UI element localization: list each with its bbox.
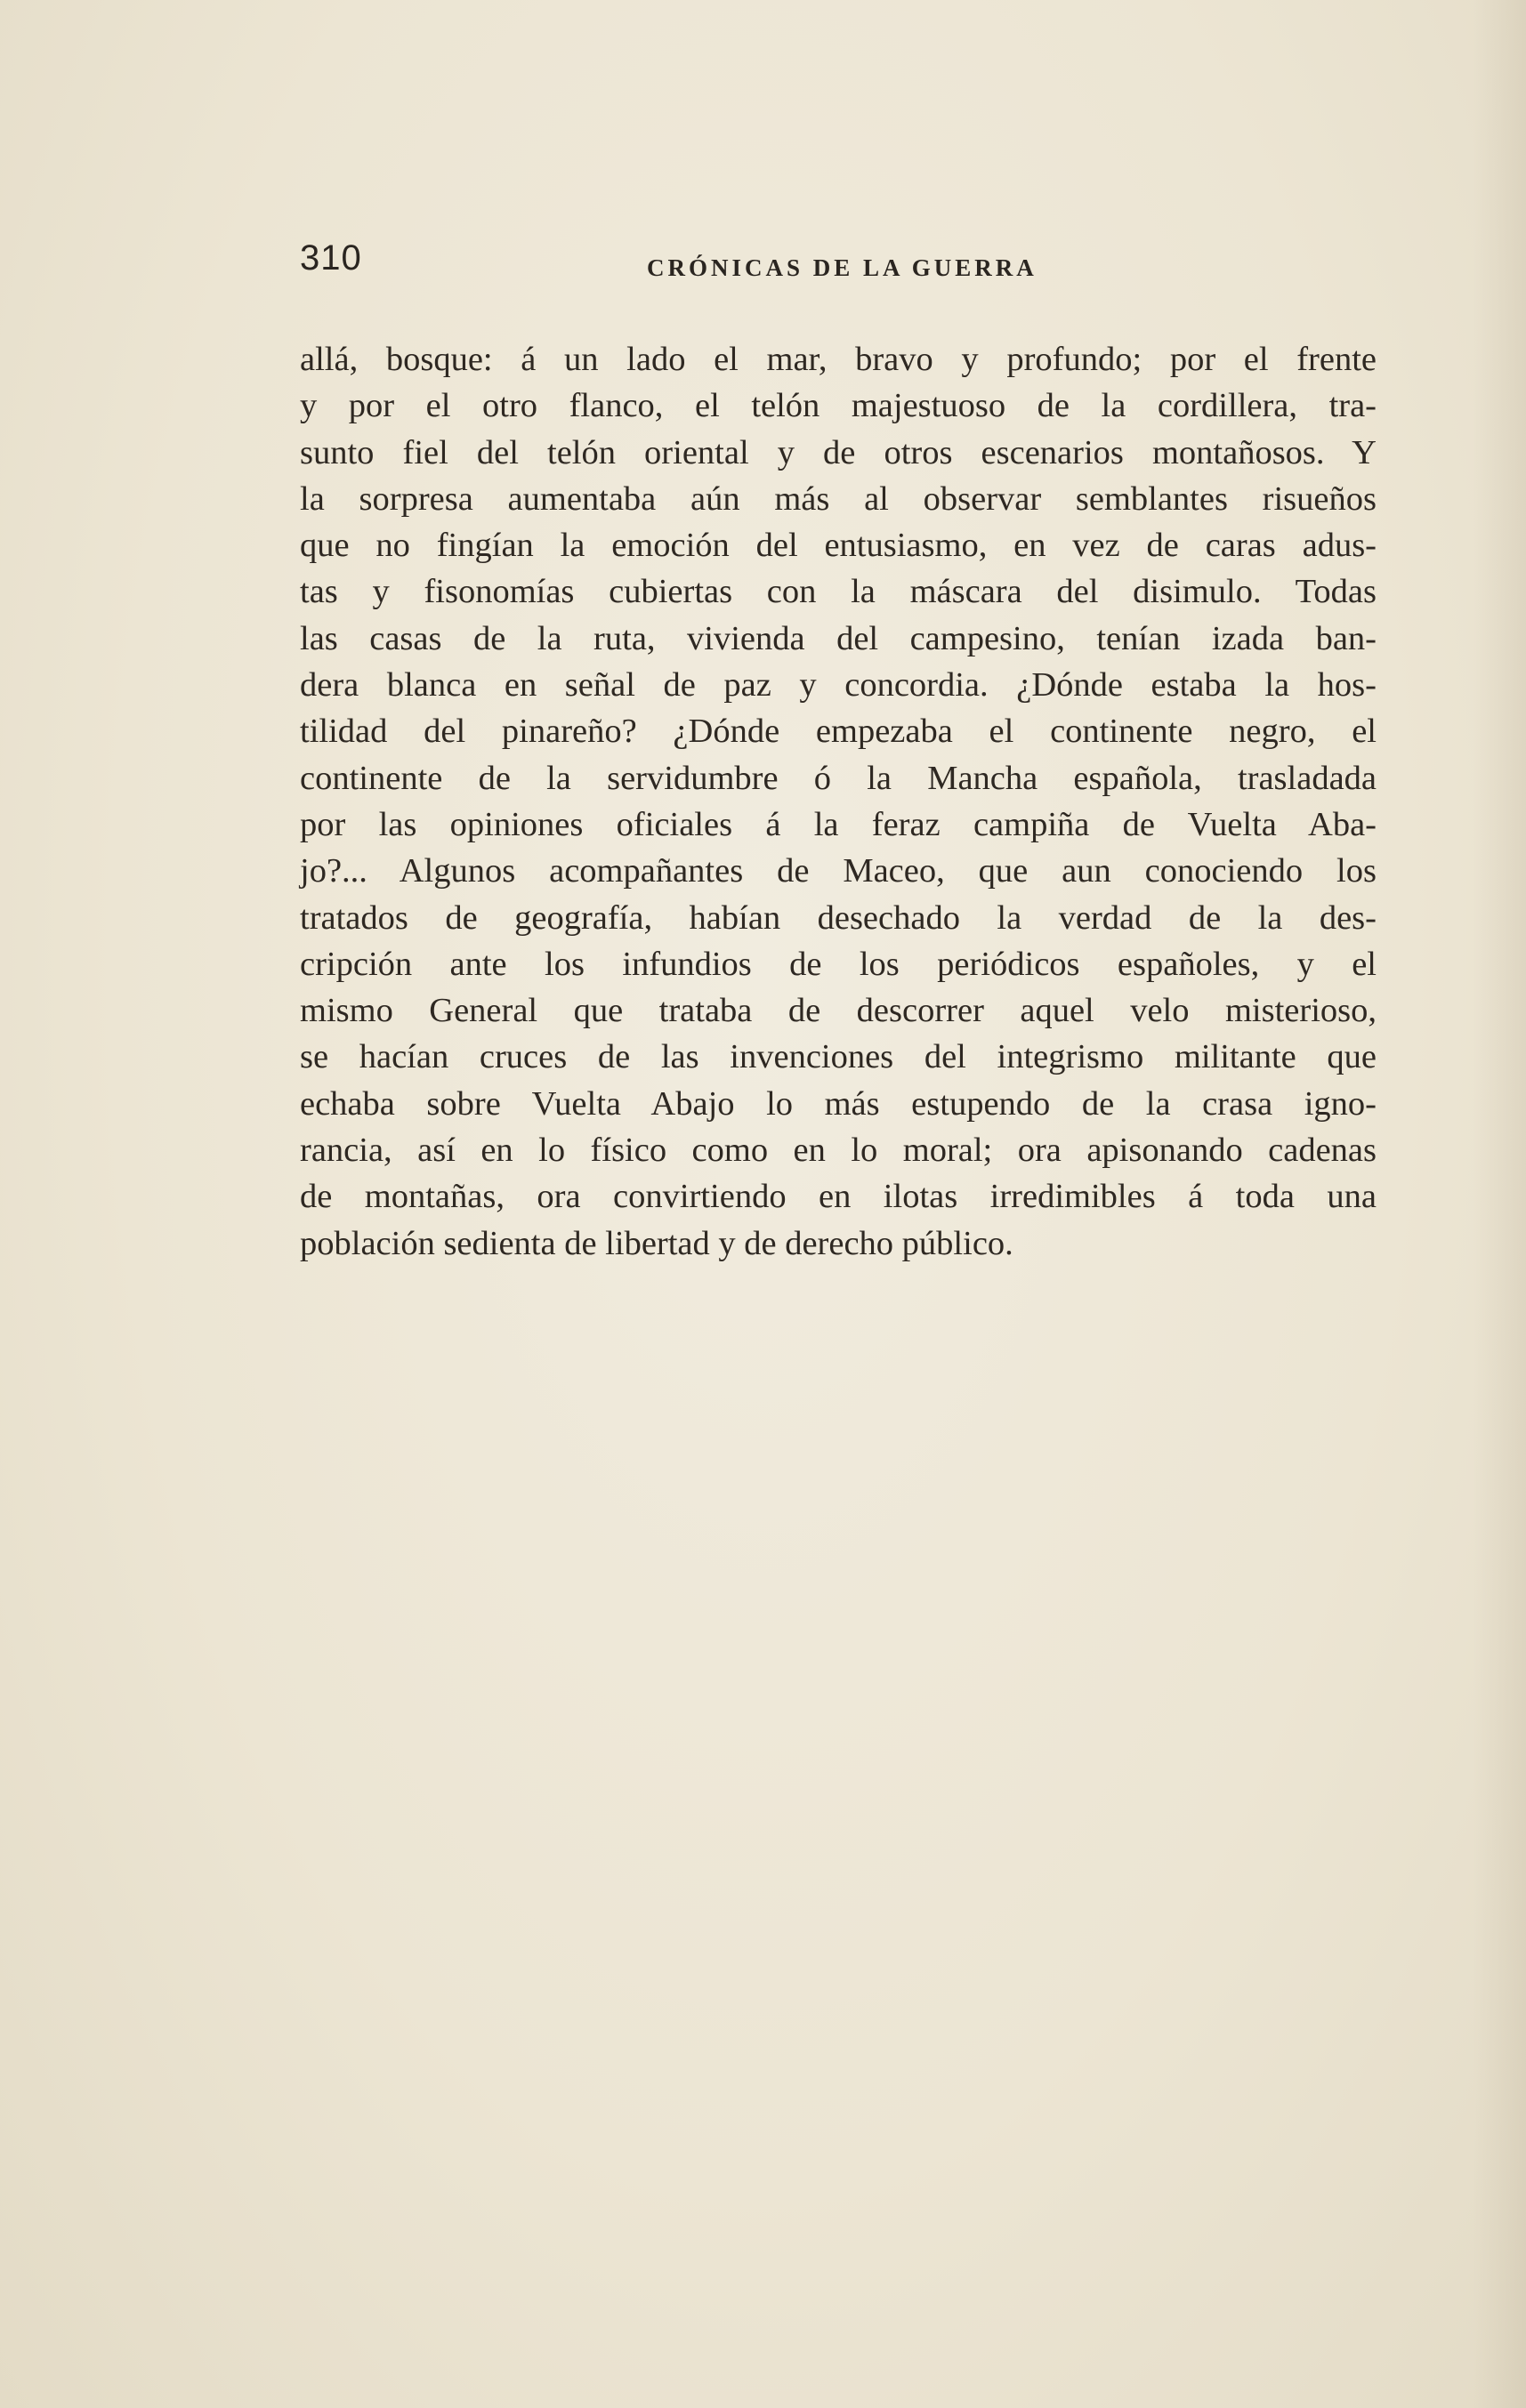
- text-line: se hacían cruces de las invenciones del integrismo militante que: [300, 1038, 1377, 1076]
- running-title: CRÓNICAS DE LA GUERRA: [647, 254, 1038, 281]
- page-edge-shadow: [1473, 0, 1526, 2408]
- running-head: [300, 238, 1377, 292]
- text-line: allá, bosque: á un lado el mar, bravo y profundo; por el frente: [300, 341, 1377, 378]
- text-line: dera blanca en señal de paz y concordia. ¿Dónde estaba la hos-: [300, 666, 1377, 705]
- text-line: de montañas, ora convirtiendo en ilotas irredimibles á toda una: [300, 1178, 1377, 1216]
- text-line: mismo General que trataba de descorrer aquel velo misterioso,: [300, 992, 1377, 1030]
- text-line: tratados de geografía, habían desechado la verdad de la des-: [300, 898, 1377, 937]
- text-line: la sorpresa aumentaba aún más al observar semblantes risueños: [300, 479, 1377, 518]
- text-line: que no fingían la emoción del entusiasmo, en vez de caras adus-: [300, 527, 1377, 565]
- body-text: [300, 336, 1377, 1267]
- text-line: echaba sobre Vuelta Abajo lo más estupendo de la crasa igno-: [300, 1084, 1377, 1123]
- text-line: rancia, así en lo físico como en lo moral; ora apisonando cadenas: [300, 1132, 1377, 1170]
- text-line: las casas de la ruta, vivienda del campesino, tenían izada ban-: [300, 619, 1377, 657]
- text-line: tas y fisonomías cubiertas con la máscara del disimulo. Todas: [300, 573, 1377, 611]
- text-line: por las opiniones oficiales á la feraz campiña de Vuelta Aba-: [300, 805, 1377, 843]
- text-line: sunto fiel del telón oriental y de otros escenarios montañosos. Y: [300, 433, 1377, 471]
- text-line: jo?... Algunos acompañantes de Maceo, que aun conociendo los: [300, 852, 1377, 890]
- text-line: cripción ante los infundios de los periódicos españoles, y el: [300, 945, 1377, 983]
- page-number: 310: [300, 238, 362, 278]
- text-line: tilidad del pinareño? ¿Dónde empezaba el continente negro, el: [300, 713, 1377, 751]
- text-line-last: población sedienta de libertad y de derecho público.: [300, 1224, 1013, 1262]
- text-line: continente de la servidumbre ó la Mancha española, trasladada: [300, 759, 1377, 797]
- text-line: y por el otro flanco, el telón majestuoso de la cordillera, tra-: [300, 387, 1377, 425]
